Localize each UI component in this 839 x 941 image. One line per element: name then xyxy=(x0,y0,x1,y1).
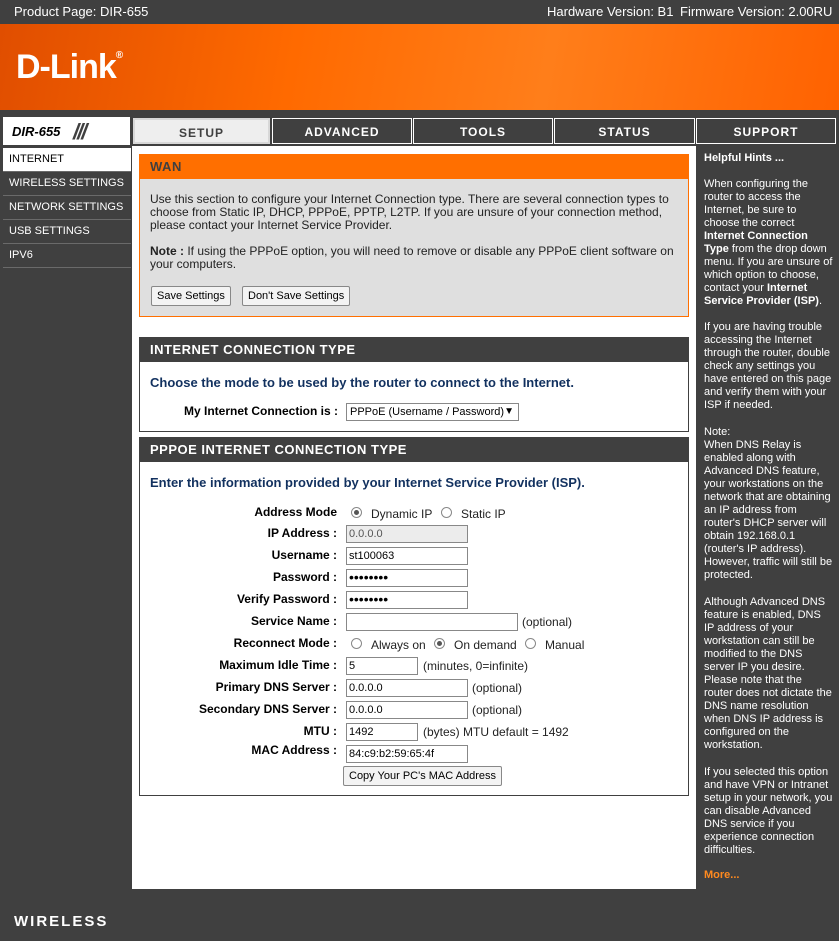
mtu-hint: (bytes) MTU default = 1492 xyxy=(423,725,569,739)
tab-tools[interactable]: TOOLS xyxy=(413,118,553,144)
secondary-dns-input[interactable]: 0.0.0.0 xyxy=(346,701,468,719)
on-demand-label: On demand xyxy=(454,638,517,652)
sidebar-item-wireless-settings[interactable]: WIRELESS SETTINGS xyxy=(3,172,131,196)
always-on-label: Always on xyxy=(371,638,426,652)
dont-save-settings-button[interactable]: Don't Save Settings xyxy=(242,286,350,306)
footer xyxy=(0,889,839,941)
manual-label: Manual xyxy=(545,638,585,652)
service-name-input[interactable] xyxy=(346,613,518,631)
ip-address-label: IP Address : xyxy=(267,526,337,540)
service-name-optional: (optional) xyxy=(522,615,573,629)
copy-mac-address-button[interactable]: Copy Your PC's MAC Address xyxy=(343,766,502,786)
sidebar-item-usb-settings[interactable]: USB SETTINGS xyxy=(3,220,131,244)
pppoe-section xyxy=(139,437,689,796)
dlink-logo: D-Link® xyxy=(16,48,124,86)
service-name-label: Service Name : xyxy=(250,614,337,628)
always-on-radio[interactable] xyxy=(351,638,362,649)
tab-advanced[interactable]: ADVANCED xyxy=(272,118,412,144)
dynamic-ip-label: Dynamic IP xyxy=(371,507,433,521)
hints-title: Helpful Hints ... xyxy=(704,152,785,164)
tab-status[interactable]: STATUS xyxy=(554,118,695,144)
pppoe-title: PPPOE INTERNET CONNECTION TYPE xyxy=(140,438,688,462)
mac-address-input[interactable]: 84:c9:b2:59:65:4f xyxy=(346,745,468,763)
hint-advanced-dns: Although Advanced DNS feature is enabled, DNS IP address of your workstation can still be modified to the DNS server IP you desire. Please note that the router does not dictate the DNS name resolution when DNS IP address is configured on the workstation. xyxy=(704,596,832,751)
ict-title: INTERNET CONNECTION TYPE xyxy=(140,338,688,362)
ip-address-input[interactable]: 0.0.0.0 xyxy=(346,525,468,543)
wan-section xyxy=(139,154,689,317)
brand-banner xyxy=(0,24,839,113)
model-badge xyxy=(3,117,130,145)
manual-radio[interactable] xyxy=(525,638,536,649)
hardware-version: Hardware Version: B1 xyxy=(547,4,674,19)
left-sidebar xyxy=(3,148,131,888)
secondary-dns-label: Secondary DNS Server : xyxy=(198,702,337,716)
footer-wireless-label: WIRELESS xyxy=(14,913,109,930)
password-label: Password : xyxy=(272,570,337,584)
tab-support[interactable]: SUPPORT xyxy=(696,118,836,144)
my-connection-label: My Internet Connection is : xyxy=(183,404,338,418)
wan-description: Use this section to configure your Internet Connection type. There are several connection types to choose from Static IP, DHCP, PPPoE, PPTP, L2TP. If you are unsure of your connection method, please contact your Internet Service Provider. xyxy=(150,192,669,232)
hint-vpn: If you selected this option and have VPN or Intranet setup in your network, you can disable Advanced DNS service if you experience connection difficulties. xyxy=(704,766,833,856)
static-ip-radio[interactable] xyxy=(441,507,452,518)
mtu-input[interactable]: 1492 xyxy=(346,723,418,741)
idle-time-hint: (minutes, 0=infinite) xyxy=(423,659,529,673)
reconnect-mode-label: Reconnect Mode : xyxy=(233,636,337,650)
chevron-down-icon: ▼ xyxy=(504,406,514,417)
connection-type-select[interactable]: PPPoE (Username / Password) ▼ xyxy=(346,403,519,421)
password-input[interactable]: •••••••• xyxy=(346,569,468,587)
pppoe-prompt: Enter the information provided by your Internet Service Provider (ISP). xyxy=(150,475,585,490)
wan-title: WAN xyxy=(140,155,688,179)
hint-connection-type: When configuring the router to access the Internet, be sure to choose the correct Internet Connection Type from the drop down menu. If you are unsure of which option to choose, contact your Internet Service Provider (ISP). xyxy=(704,178,833,307)
primary-dns-label: Primary DNS Server : xyxy=(215,680,337,694)
address-mode-label: Address Mode xyxy=(254,505,337,519)
save-settings-button[interactable]: Save Settings xyxy=(151,286,231,306)
verify-password-input[interactable]: •••••••• xyxy=(346,591,468,609)
sidebar-item-internet[interactable]: INTERNET xyxy=(3,148,131,172)
dynamic-ip-radio[interactable] xyxy=(351,507,362,518)
username-label: Username : xyxy=(271,548,337,562)
hint-trouble: If you are having trouble accessing the Internet through the router, double check any settings you have entered on this page and verify them with your ISP if needed. xyxy=(704,321,832,411)
main-content xyxy=(132,146,696,889)
on-demand-radio[interactable] xyxy=(434,638,445,649)
max-idle-time-label: Maximum Idle Time : xyxy=(219,658,337,672)
sidebar-item-ipv6[interactable]: IPV6 xyxy=(3,244,131,268)
model-name: DIR-655 xyxy=(12,124,61,139)
mtu-label: MTU : xyxy=(303,724,337,738)
wan-note: Note : If using the PPPoE option, you will need to remove or disable any PPPoE client software on your computers. xyxy=(150,244,674,271)
primary-dns-optional: (optional) xyxy=(472,681,523,695)
product-page-label: Product Page: DIR-655 xyxy=(14,4,149,19)
more-link[interactable]: More... xyxy=(704,869,740,881)
firmware-version: Firmware Version: 2.00RU xyxy=(680,4,833,19)
helpful-hints-panel xyxy=(697,146,839,889)
hint-dns-relay: Note: When DNS Relay is enabled along with Advanced DNS feature, your workstations on the network that are obtaining an IP address from router's DHCP server will obtain 192.168.0.1 (router's IP address). However, traffic will still be protected. xyxy=(704,426,833,581)
top-info-bar xyxy=(0,0,839,24)
ict-prompt: Choose the mode to be used by the router to connect to the Internet. xyxy=(150,375,574,390)
main-nav xyxy=(0,116,839,146)
max-idle-time-input[interactable]: 5 xyxy=(346,657,418,675)
static-ip-label: Static IP xyxy=(461,507,506,521)
secondary-dns-optional: (optional) xyxy=(472,703,523,717)
slash-decoration-icon: /// xyxy=(73,119,86,144)
primary-dns-input[interactable]: 0.0.0.0 xyxy=(346,679,468,697)
tab-setup[interactable]: SETUP xyxy=(133,118,270,144)
mac-address-label: MAC Address : xyxy=(251,743,337,757)
sidebar-item-network-settings[interactable]: NETWORK SETTINGS xyxy=(3,196,131,220)
username-input[interactable]: st100063 xyxy=(346,547,468,565)
internet-connection-type-section xyxy=(139,337,689,432)
verify-password-label: Verify Password : xyxy=(236,592,337,606)
